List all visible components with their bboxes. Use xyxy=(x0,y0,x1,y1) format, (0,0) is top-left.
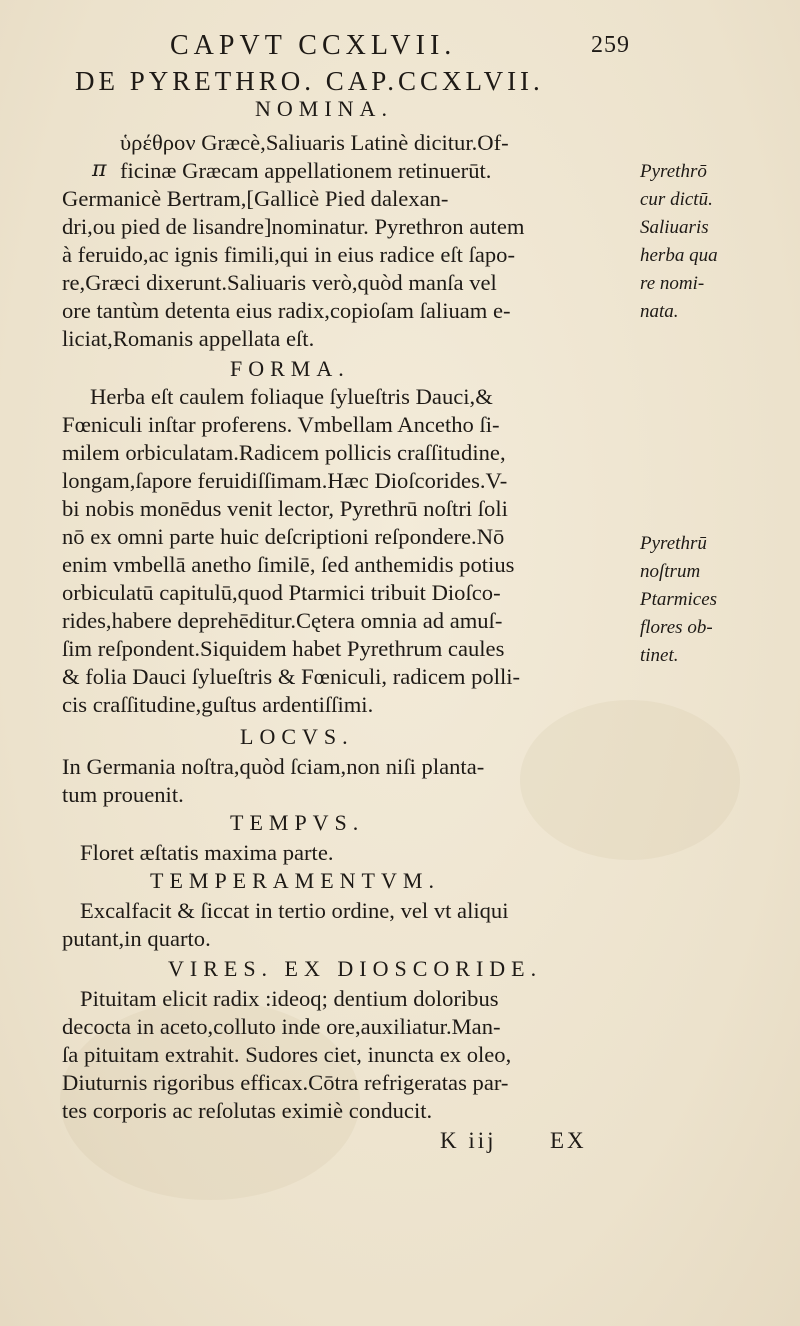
text-line: Excalfacit & ſiccat in tertio ordine, vel vt aliqui xyxy=(80,898,509,923)
section-nomina: NOMINA. xyxy=(255,96,393,121)
catchword: EX xyxy=(550,1128,587,1153)
section-locus: LOCVS. xyxy=(240,724,354,749)
marginal-note xyxy=(640,530,790,670)
text-line: In Germania noſtra,quòd ſciam,non niſi planta- xyxy=(62,754,485,779)
marginal-line: nata. xyxy=(640,301,679,322)
section-tempus: TEMPVS. xyxy=(230,810,365,835)
section-temperamentum: TEMPERAMENTVM. xyxy=(150,868,440,893)
section-vires: VIRES. EX DIOSCORIDE. xyxy=(168,956,543,981)
text-line: decocta in aceto,colluto inde ore,auxiliatur.Man- xyxy=(62,1014,501,1039)
text-line: ſim reſpondent.Siquidem habet Pyrethrum caules xyxy=(62,636,505,661)
marginal-line: tinet. xyxy=(640,645,679,666)
marginal-line: herba qua xyxy=(640,245,718,266)
marginal-line: noſtrum xyxy=(640,561,701,582)
signature-mark: K iij xyxy=(440,1128,497,1153)
text-line: milem orbiculatam.Radicem pollicis craſſitudine, xyxy=(62,440,506,465)
greek-mark: π xyxy=(92,157,107,182)
text-line: Diuturnis rigoribus efficax.Cōtra refrigeratas par- xyxy=(62,1070,509,1095)
text-line: orbiculatū capitulū,quod Ptarmici tribuit Dioſco- xyxy=(62,580,501,605)
text-line: bi nobis monēdus venit lector, Pyrethrū noſtri ſoli xyxy=(62,496,508,521)
text-line: tum prouenit. xyxy=(62,782,184,807)
marginal-line: Pyrethrū xyxy=(640,533,707,554)
text-line: enim vmbellā anetho ſimilē, ſed anthemidis potius xyxy=(62,552,515,577)
text-line: ὑρέθρον Græcè,Saliuaris Latinè dicitur.Of- xyxy=(120,130,509,155)
text-line: Herba eſt caulem foliaque ſylueſtris Dauci,& xyxy=(90,384,493,409)
text-line: Pituitam elicit radix :ideoq; dentium doloribus xyxy=(80,986,499,1011)
text-line: putant,in quarto. xyxy=(62,926,211,951)
text-line: nō ex omni parte huic deſcriptioni reſpondere.Nō xyxy=(62,524,505,549)
marginal-line: flores ob- xyxy=(640,617,713,638)
running-head-title: CAPVT CCXLVII. xyxy=(170,30,457,61)
text-line: à feruido,ac ignis fimili,qui in eius radice eſt ſapo- xyxy=(62,242,515,267)
text-line: rides,habere deprehēditur.Cętera omnia ad amuſ- xyxy=(62,608,503,633)
text-line: longam,ſapore feruidiſſimam.Hæc Dioſcorides.V- xyxy=(62,468,508,493)
text-line: Fœniculi inſtar proferens. Vmbellam Ancetho ſi- xyxy=(62,412,500,437)
text-line: tes corporis ac reſolutas eximiè conducit. xyxy=(62,1098,433,1123)
text-line: cis craſſitudine,guſtus ardentiſſimi. xyxy=(62,692,374,717)
page-number: 259 xyxy=(591,32,630,58)
text-line: re,Græci dixerunt.Saliuaris verò,quòd manſa vel xyxy=(62,270,497,295)
section-forma: FORMA. xyxy=(230,356,350,381)
marginal-line: Ptarmices xyxy=(640,589,718,610)
text-line: dri,ou pied de lisandre]nominatur. Pyrethron autem xyxy=(62,214,525,239)
text-line: Germanicè Bertram,[Gallicè Pied dalexan- xyxy=(62,186,449,211)
marginal-line: re nomi- xyxy=(640,273,705,294)
chapter-title: DE PYRETHRO. CAP.CCXLVII. xyxy=(75,66,544,96)
marginal-note xyxy=(640,158,790,326)
text-line: liciat,Romanis appellata eſt. xyxy=(62,326,315,351)
marginal-line: Saliuaris xyxy=(640,217,709,238)
text-line: Floret æſtatis maxima parte. xyxy=(80,840,334,865)
text-line: ſa pituitam extrahit. Sudores ciet, inuncta ex oleo, xyxy=(62,1042,512,1067)
text-line: & folia Dauci ſylueſtris & Fœniculi, radicem polli- xyxy=(62,664,521,689)
page-footer xyxy=(440,1128,620,1156)
text-line: ore tantùm detenta eius radix,copioſam ſaliuam e- xyxy=(62,298,511,323)
running-head xyxy=(170,30,630,64)
paper-stain xyxy=(520,700,740,860)
marginal-line: Pyrethrō xyxy=(640,161,707,182)
text-line: ficinæ Græcam appellationem retinuerūt. xyxy=(120,158,492,183)
marginal-line: cur dictū. xyxy=(640,189,713,210)
